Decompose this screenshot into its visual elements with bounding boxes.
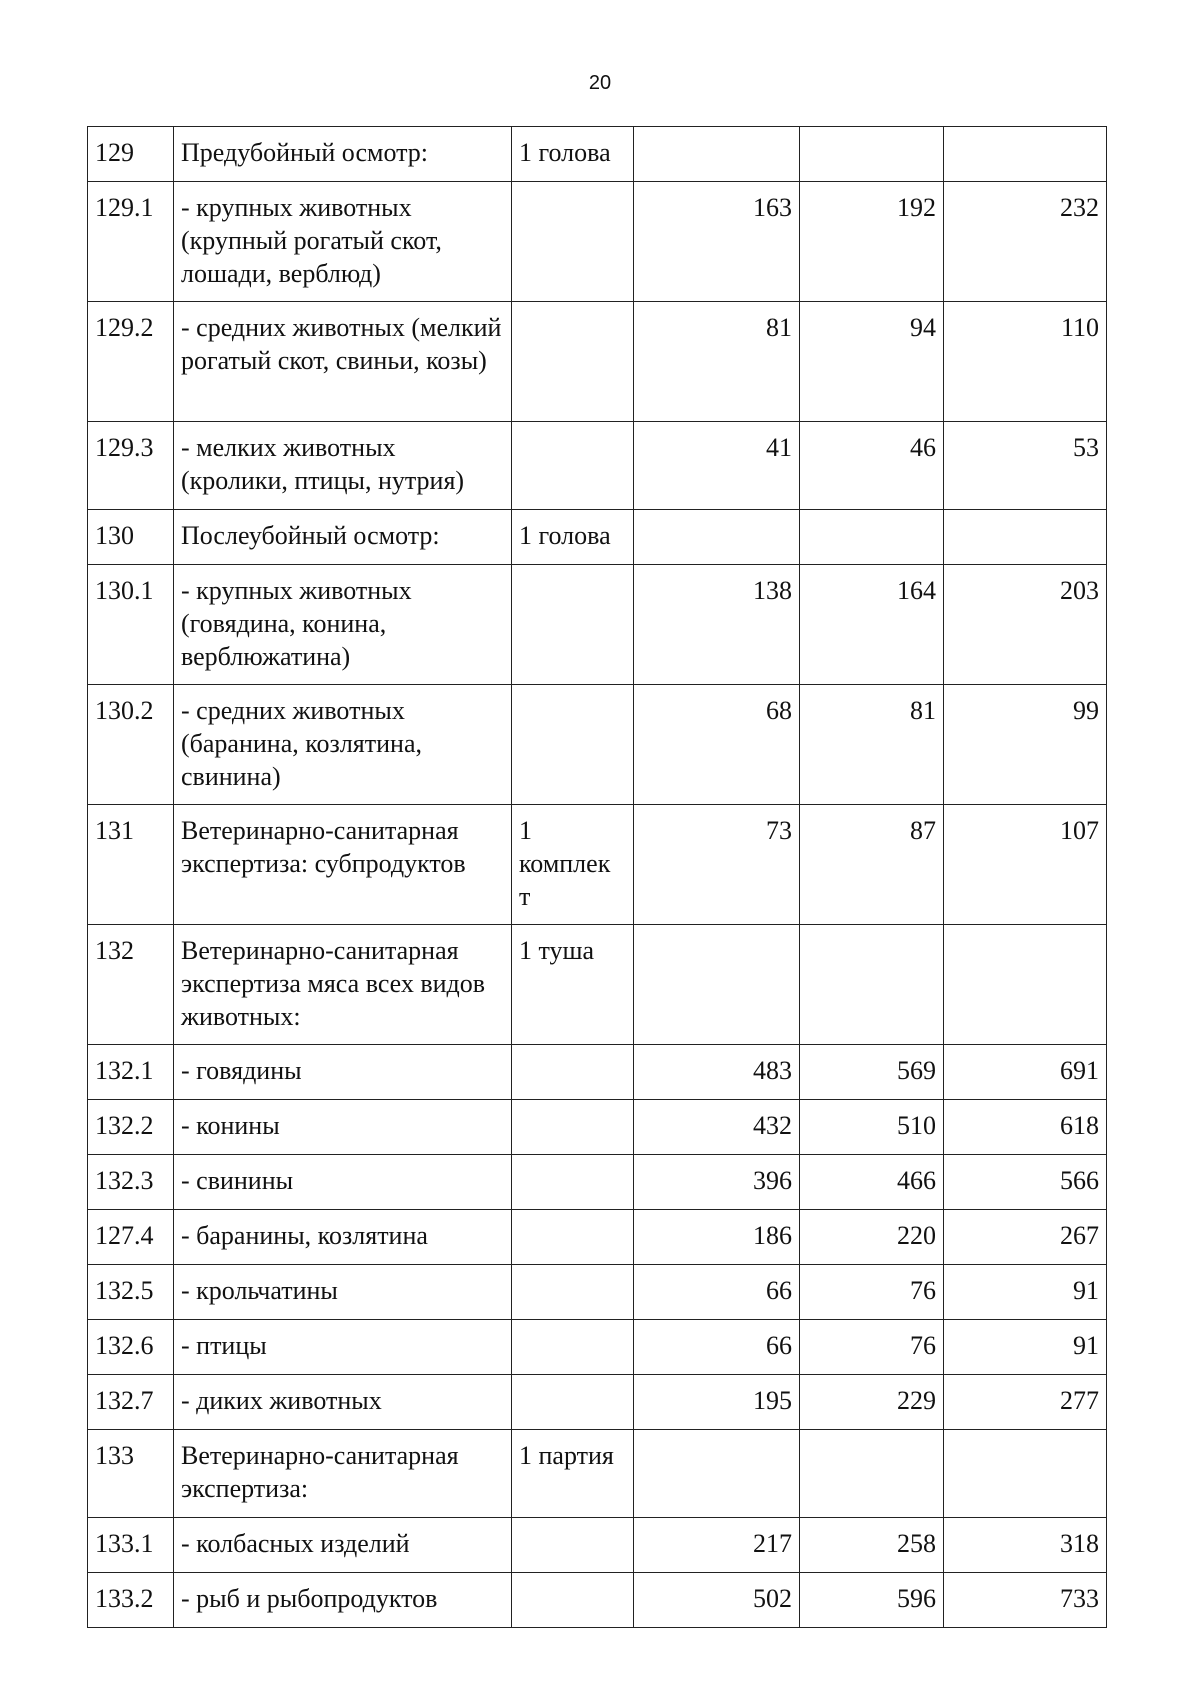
- row-unit: 1 комплек т: [512, 805, 634, 925]
- row-code: 130.2: [88, 685, 174, 805]
- row-unit: 1 партия: [512, 1430, 634, 1518]
- table-row: [88, 1375, 1107, 1430]
- table-row: [88, 1265, 1107, 1320]
- row-value-2: 220: [800, 1210, 944, 1265]
- row-code: 132: [88, 925, 174, 1045]
- row-value-3: [944, 127, 1107, 182]
- row-unit: [512, 1265, 634, 1320]
- row-unit: [512, 1100, 634, 1155]
- row-value-2: 510: [800, 1100, 944, 1155]
- row-unit: [512, 302, 634, 422]
- row-code: 132.1: [88, 1045, 174, 1100]
- table-row: [88, 302, 1107, 422]
- row-value-1: 66: [634, 1320, 800, 1375]
- table-row: [88, 1100, 1107, 1155]
- row-value-1: 163: [634, 182, 800, 302]
- row-value-2: 76: [800, 1265, 944, 1320]
- row-name: - мелких животных (кролики, птицы, нутрия): [174, 422, 512, 510]
- row-value-3: 318: [944, 1518, 1107, 1573]
- row-unit: [512, 1155, 634, 1210]
- row-code: 129.2: [88, 302, 174, 422]
- row-code: 131: [88, 805, 174, 925]
- table-row: [88, 925, 1107, 1045]
- row-name: Предубойный осмотр:: [174, 127, 512, 182]
- row-name: - конины: [174, 1100, 512, 1155]
- row-value-3: [944, 510, 1107, 565]
- row-value-3: 232: [944, 182, 1107, 302]
- row-value-3: 53: [944, 422, 1107, 510]
- row-value-2: 229: [800, 1375, 944, 1430]
- row-value-2: 258: [800, 1518, 944, 1573]
- row-value-2: 87: [800, 805, 944, 925]
- row-unit: [512, 422, 634, 510]
- row-name: - колбасных изделий: [174, 1518, 512, 1573]
- row-code: 132.2: [88, 1100, 174, 1155]
- row-name: - крупных животных (крупный рогатый скот, лошади, верблюд): [174, 182, 512, 302]
- row-value-1: 81: [634, 302, 800, 422]
- table-row: [88, 1045, 1107, 1100]
- row-value-3: 618: [944, 1100, 1107, 1155]
- row-name: - баранины, козлятина: [174, 1210, 512, 1265]
- row-value-2: 466: [800, 1155, 944, 1210]
- row-value-2: 192: [800, 182, 944, 302]
- table-row: [88, 1210, 1107, 1265]
- row-value-1: 41: [634, 422, 800, 510]
- row-value-3: 691: [944, 1045, 1107, 1100]
- row-unit: [512, 1518, 634, 1573]
- row-unit: [512, 685, 634, 805]
- row-code: 133: [88, 1430, 174, 1518]
- row-value-3: 566: [944, 1155, 1107, 1210]
- row-value-3: 107: [944, 805, 1107, 925]
- row-value-1: 217: [634, 1518, 800, 1573]
- row-value-2: 46: [800, 422, 944, 510]
- row-unit: [512, 1320, 634, 1375]
- row-unit: 1 голова: [512, 127, 634, 182]
- row-value-1: 483: [634, 1045, 800, 1100]
- row-value-2: [800, 1430, 944, 1518]
- row-value-3: 99: [944, 685, 1107, 805]
- row-value-3: 277: [944, 1375, 1107, 1430]
- row-value-1: [634, 1430, 800, 1518]
- row-unit: [512, 565, 634, 685]
- table-row: [88, 1430, 1107, 1518]
- row-name: Послеубойный осмотр:: [174, 510, 512, 565]
- row-value-1: 138: [634, 565, 800, 685]
- row-value-1: 195: [634, 1375, 800, 1430]
- row-name: Ветеринарно-санитарная экспертиза:: [174, 1430, 512, 1518]
- row-code: 130.1: [88, 565, 174, 685]
- row-name: - рыб и рыбопродуктов: [174, 1573, 512, 1628]
- row-value-1: 432: [634, 1100, 800, 1155]
- row-value-2: [800, 127, 944, 182]
- row-code: 133.1: [88, 1518, 174, 1573]
- table-row: [88, 422, 1107, 510]
- row-value-1: 186: [634, 1210, 800, 1265]
- row-value-1: 396: [634, 1155, 800, 1210]
- row-value-2: 76: [800, 1320, 944, 1375]
- row-value-2: [800, 925, 944, 1045]
- row-value-1: [634, 510, 800, 565]
- row-value-1: [634, 925, 800, 1045]
- row-value-2: 164: [800, 565, 944, 685]
- row-code: 129: [88, 127, 174, 182]
- row-name: Ветеринарно-санитарная экспертиза: субпродуктов: [174, 805, 512, 925]
- row-value-2: 596: [800, 1573, 944, 1628]
- row-value-2: 81: [800, 685, 944, 805]
- row-value-1: 66: [634, 1265, 800, 1320]
- row-value-1: [634, 127, 800, 182]
- row-unit: [512, 1210, 634, 1265]
- row-value-3: [944, 925, 1107, 1045]
- row-name: - средних животных (баранина, козлятина, свинина): [174, 685, 512, 805]
- table-row: [88, 127, 1107, 182]
- row-value-3: [944, 1430, 1107, 1518]
- row-value-2: 569: [800, 1045, 944, 1100]
- table-row: [88, 805, 1107, 925]
- row-value-3: 110: [944, 302, 1107, 422]
- table-row: [88, 182, 1107, 302]
- row-code: 132.3: [88, 1155, 174, 1210]
- table-row: [88, 1573, 1107, 1628]
- row-value-3: 91: [944, 1320, 1107, 1375]
- table-row: [88, 1155, 1107, 1210]
- row-value-3: 733: [944, 1573, 1107, 1628]
- row-name: - крупных животных (говядина, конина, верблюжатина): [174, 565, 512, 685]
- tariff-table: [87, 126, 1107, 1628]
- page-number: 20: [588, 72, 612, 94]
- row-name: Ветеринарно-санитарная экспертиза мяса всех видов животных:: [174, 925, 512, 1045]
- row-code: 133.2: [88, 1573, 174, 1628]
- row-code: 132.7: [88, 1375, 174, 1430]
- table-row: [88, 1518, 1107, 1573]
- row-name: - птицы: [174, 1320, 512, 1375]
- row-unit: [512, 1375, 634, 1430]
- row-unit: [512, 1573, 634, 1628]
- row-unit: 1 туша: [512, 925, 634, 1045]
- row-code: 129.1: [88, 182, 174, 302]
- table-row: [88, 510, 1107, 565]
- row-value-3: 203: [944, 565, 1107, 685]
- row-code: 132.6: [88, 1320, 174, 1375]
- row-code: 129.3: [88, 422, 174, 510]
- row-code: 127.4: [88, 1210, 174, 1265]
- row-name: - диких животных: [174, 1375, 512, 1430]
- table-row: [88, 685, 1107, 805]
- row-value-3: 91: [944, 1265, 1107, 1320]
- row-name: - свинины: [174, 1155, 512, 1210]
- row-name: - говядины: [174, 1045, 512, 1100]
- table-row: [88, 1320, 1107, 1375]
- row-value-2: [800, 510, 944, 565]
- row-value-1: 68: [634, 685, 800, 805]
- row-value-1: 502: [634, 1573, 800, 1628]
- table-row: [88, 565, 1107, 685]
- row-unit: [512, 182, 634, 302]
- row-value-2: 94: [800, 302, 944, 422]
- row-unit: 1 голова: [512, 510, 634, 565]
- row-code: 130: [88, 510, 174, 565]
- row-name: - средних животных (мелкий рогатый скот, свиньи, козы): [174, 302, 512, 422]
- row-value-3: 267: [944, 1210, 1107, 1265]
- row-unit: [512, 1045, 634, 1100]
- row-name: - крольчатины: [174, 1265, 512, 1320]
- row-value-1: 73: [634, 805, 800, 925]
- row-code: 132.5: [88, 1265, 174, 1320]
